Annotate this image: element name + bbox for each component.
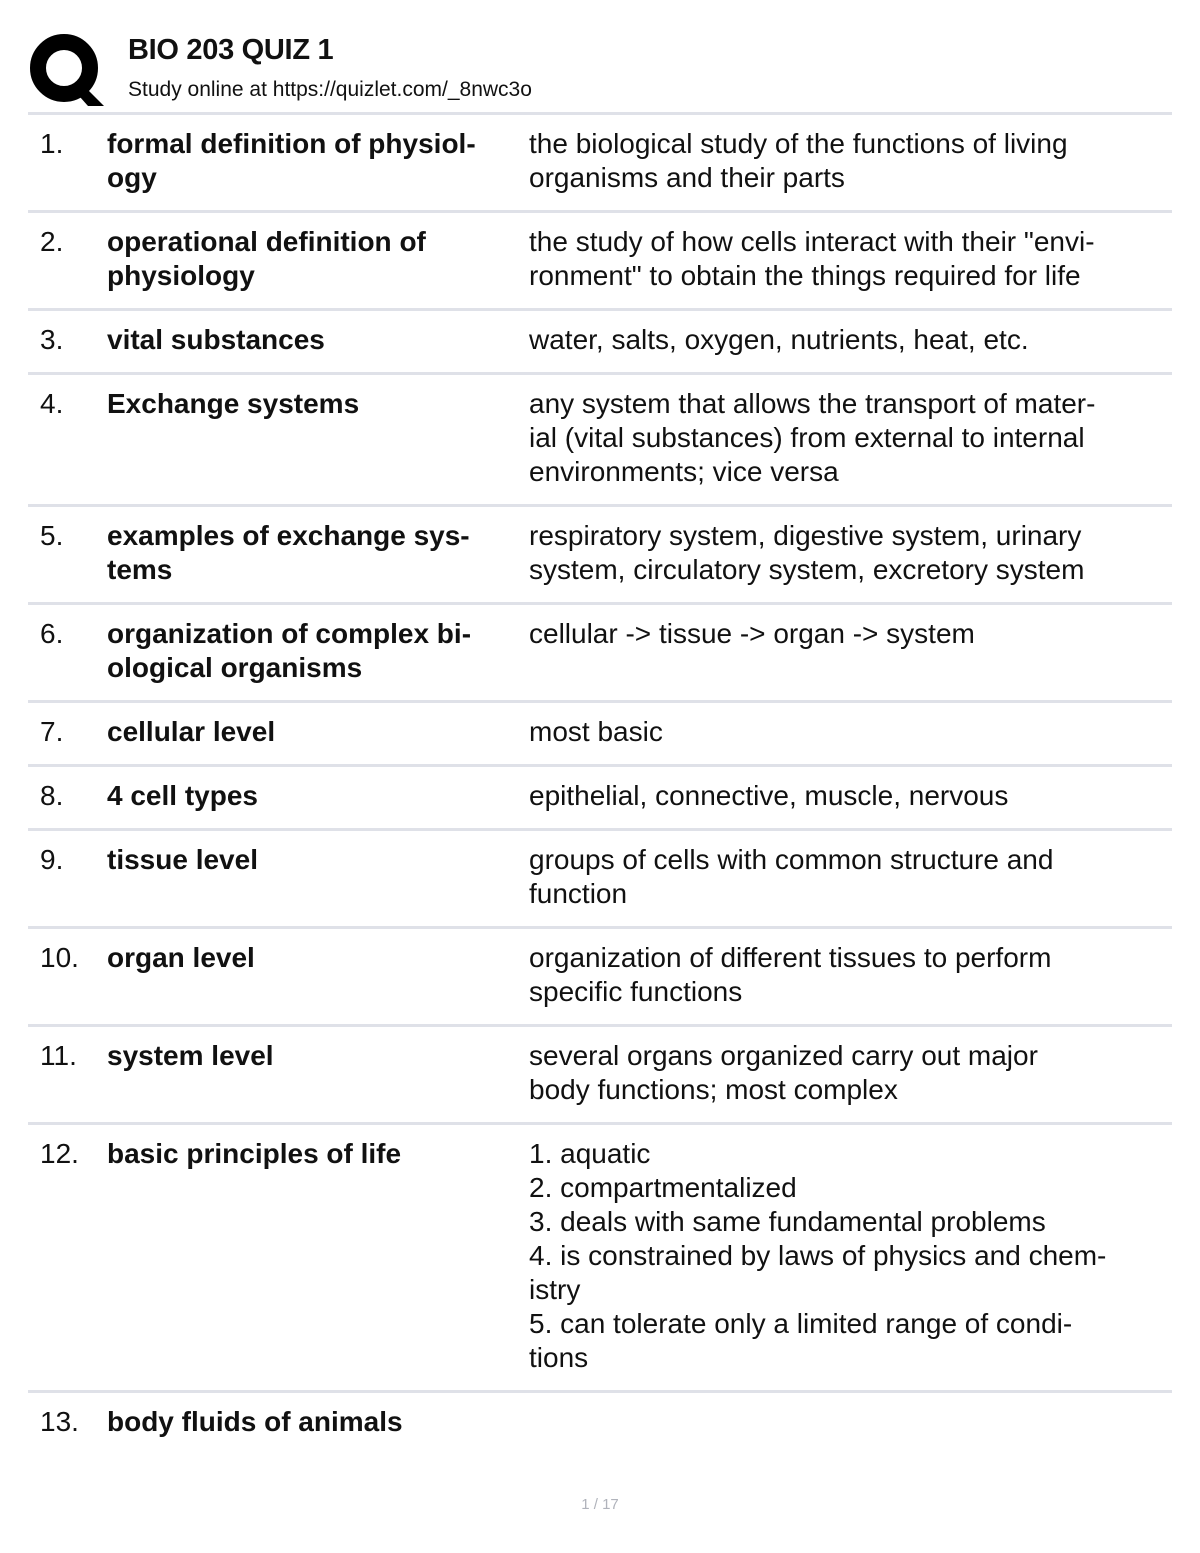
row-number: 3. bbox=[40, 324, 64, 355]
flashcard-row bbox=[28, 504, 1172, 602]
page-number: 1 / 17 bbox=[581, 1496, 619, 1513]
definition: most basic bbox=[529, 716, 663, 747]
term: Exchange systems bbox=[107, 388, 360, 419]
definition: respiratory system, digestive system, urinary system, circulatory system, excretory system bbox=[529, 520, 1085, 585]
row-number: 13. bbox=[40, 1406, 79, 1437]
term: tissue level bbox=[107, 844, 258, 875]
row-number: 5. bbox=[40, 520, 64, 551]
row-number: 1. bbox=[40, 128, 64, 159]
term: basic principles of life bbox=[107, 1138, 402, 1169]
flashcard-row bbox=[28, 1024, 1172, 1122]
definition: cellular -> tissue -> organ -> system bbox=[529, 618, 975, 649]
flashcard-row bbox=[28, 1390, 1172, 1454]
definition: several organs organized carry out major body functions; most complex bbox=[529, 1040, 1038, 1105]
row-number: 2. bbox=[40, 226, 64, 257]
term: 4 cell types bbox=[107, 780, 258, 811]
term: operational definition of physiology bbox=[107, 226, 426, 291]
document-title: BIO 203 QUIZ 1 bbox=[128, 34, 334, 66]
definition: water, salts, oxygen, nutrients, heat, etc. bbox=[529, 324, 1029, 355]
term: cellular level bbox=[107, 716, 276, 747]
definition: the study of how cells interact with their "envi- ronment" to obtain the things required for life bbox=[529, 226, 1095, 291]
definition: organization of different tissues to perform specific functions bbox=[529, 942, 1052, 1007]
term: system level bbox=[107, 1040, 274, 1071]
definition: 1. aquatic 2. compartmentalized 3. deals with same fundamental problems 4. is constrained by laws of physics and chem- istry 5. can tolerate only a limited range of condi- tions bbox=[529, 1138, 1107, 1373]
flashcard-row bbox=[28, 764, 1172, 828]
flashcard-row bbox=[28, 700, 1172, 764]
row-number: 12. bbox=[40, 1138, 79, 1169]
flashcard-list bbox=[28, 112, 1172, 1454]
flashcard-row bbox=[28, 372, 1172, 504]
definition: groups of cells with common structure and function bbox=[529, 844, 1054, 909]
definition bbox=[529, 1405, 1172, 1439]
row-number: 9. bbox=[40, 844, 64, 875]
document-header bbox=[28, 28, 1172, 108]
flashcard-row bbox=[28, 828, 1172, 926]
definition: any system that allows the transport of mater- ial (vital substances) from external to internal environments; vice versa bbox=[529, 388, 1096, 487]
definition: the biological study of the functions of living organisms and their parts bbox=[529, 128, 1068, 193]
row-number: 8. bbox=[40, 780, 64, 811]
flashcard-row bbox=[28, 926, 1172, 1024]
flashcard-row bbox=[28, 1122, 1172, 1390]
term: examples of exchange sys- tems bbox=[107, 520, 470, 585]
row-number: 7. bbox=[40, 716, 64, 747]
flashcard-row bbox=[28, 112, 1172, 210]
definition: epithelial, connective, muscle, nervous bbox=[529, 780, 1009, 811]
term: formal definition of physiol- ogy bbox=[107, 128, 476, 193]
flashcard-row bbox=[28, 602, 1172, 700]
quizlet-logo-icon bbox=[28, 30, 108, 110]
row-number: 6. bbox=[40, 618, 64, 649]
row-number: 4. bbox=[40, 388, 64, 419]
term: vital substances bbox=[107, 324, 325, 355]
term: organ level bbox=[107, 942, 255, 973]
row-number: 10. bbox=[40, 942, 79, 973]
term: body fluids of animals bbox=[107, 1406, 403, 1437]
flashcard-row bbox=[28, 308, 1172, 372]
study-online-link[interactable]: Study online at https://quizlet.com/_8nwc3o bbox=[128, 78, 532, 101]
flashcard-row bbox=[28, 210, 1172, 308]
term: organization of complex bi- ological organisms bbox=[107, 618, 472, 683]
row-number: 11. bbox=[40, 1040, 77, 1071]
